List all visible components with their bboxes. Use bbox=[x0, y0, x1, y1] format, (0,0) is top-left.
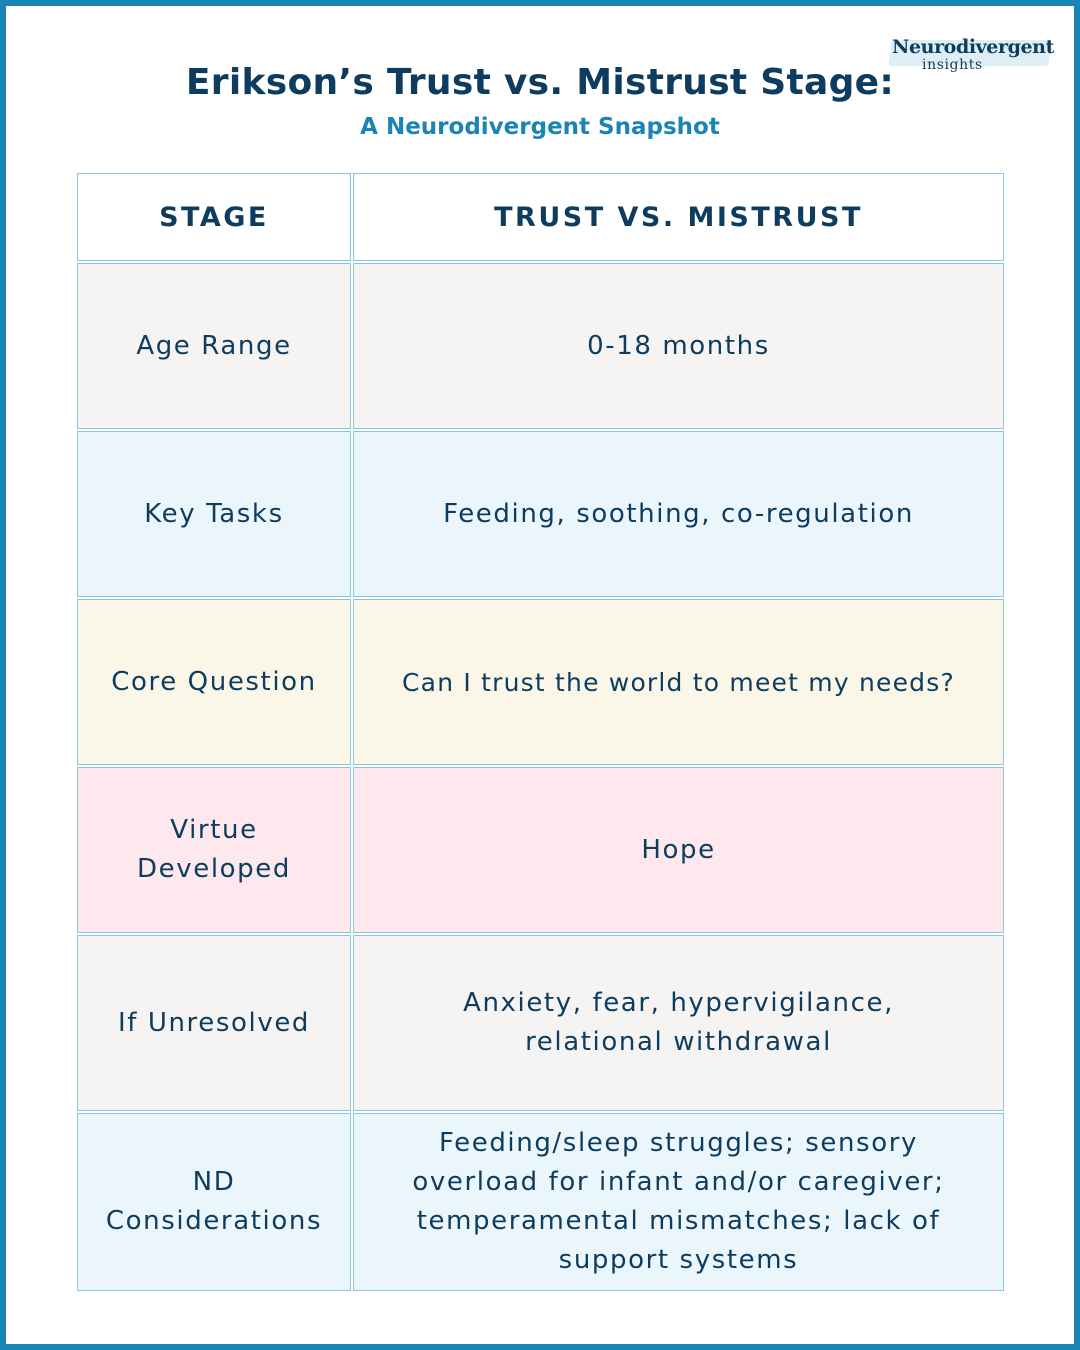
row-label-core-question: Core Question bbox=[77, 599, 351, 765]
row-label-virtue-developed: Virtue Developed bbox=[77, 767, 351, 933]
row-label-nd-considerations: ND Considerations bbox=[77, 1113, 351, 1291]
row-value-virtue-developed: Hope bbox=[353, 767, 1004, 933]
row-value-if-unresolved: Anxiety, fear, hypervigilance, relational withdrawal bbox=[353, 935, 1004, 1111]
page-subtitle: A Neurodivergent Snapshot bbox=[360, 114, 720, 140]
table-header-row bbox=[77, 173, 1004, 261]
row-value-age-range: 0-18 months bbox=[353, 263, 1004, 429]
logo-sub-text: insights bbox=[922, 57, 983, 73]
table-row bbox=[77, 935, 1004, 1111]
table-row bbox=[77, 431, 1004, 597]
row-value-core-question: Can I trust the world to meet my needs? bbox=[353, 599, 1004, 765]
row-label-if-unresolved: If Unresolved bbox=[77, 935, 351, 1111]
row-label-age-range: Age Range bbox=[77, 263, 351, 429]
row-value-nd-considerations: Feeding/sleep struggles; sensory overload for infant and/or caregiver; temperamental mismatches; lack of support systems bbox=[353, 1113, 1004, 1291]
table-row bbox=[77, 263, 1004, 429]
table-row bbox=[77, 599, 1004, 765]
row-value-key-tasks: Feeding, soothing, co-regulation bbox=[353, 431, 1004, 597]
table-row bbox=[77, 767, 1004, 933]
header-trust-vs-mistrust: TRUST VS. MISTRUST bbox=[353, 173, 1004, 261]
page-title: Erikson’s Trust vs. Mistrust Stage: bbox=[185, 62, 895, 103]
row-label-key-tasks: Key Tasks bbox=[77, 431, 351, 597]
logo-main-text: Neurodivergent bbox=[892, 36, 1054, 58]
header-stage: STAGE bbox=[77, 173, 351, 261]
table-row bbox=[77, 1113, 1004, 1291]
stage-table bbox=[77, 173, 1004, 1293]
